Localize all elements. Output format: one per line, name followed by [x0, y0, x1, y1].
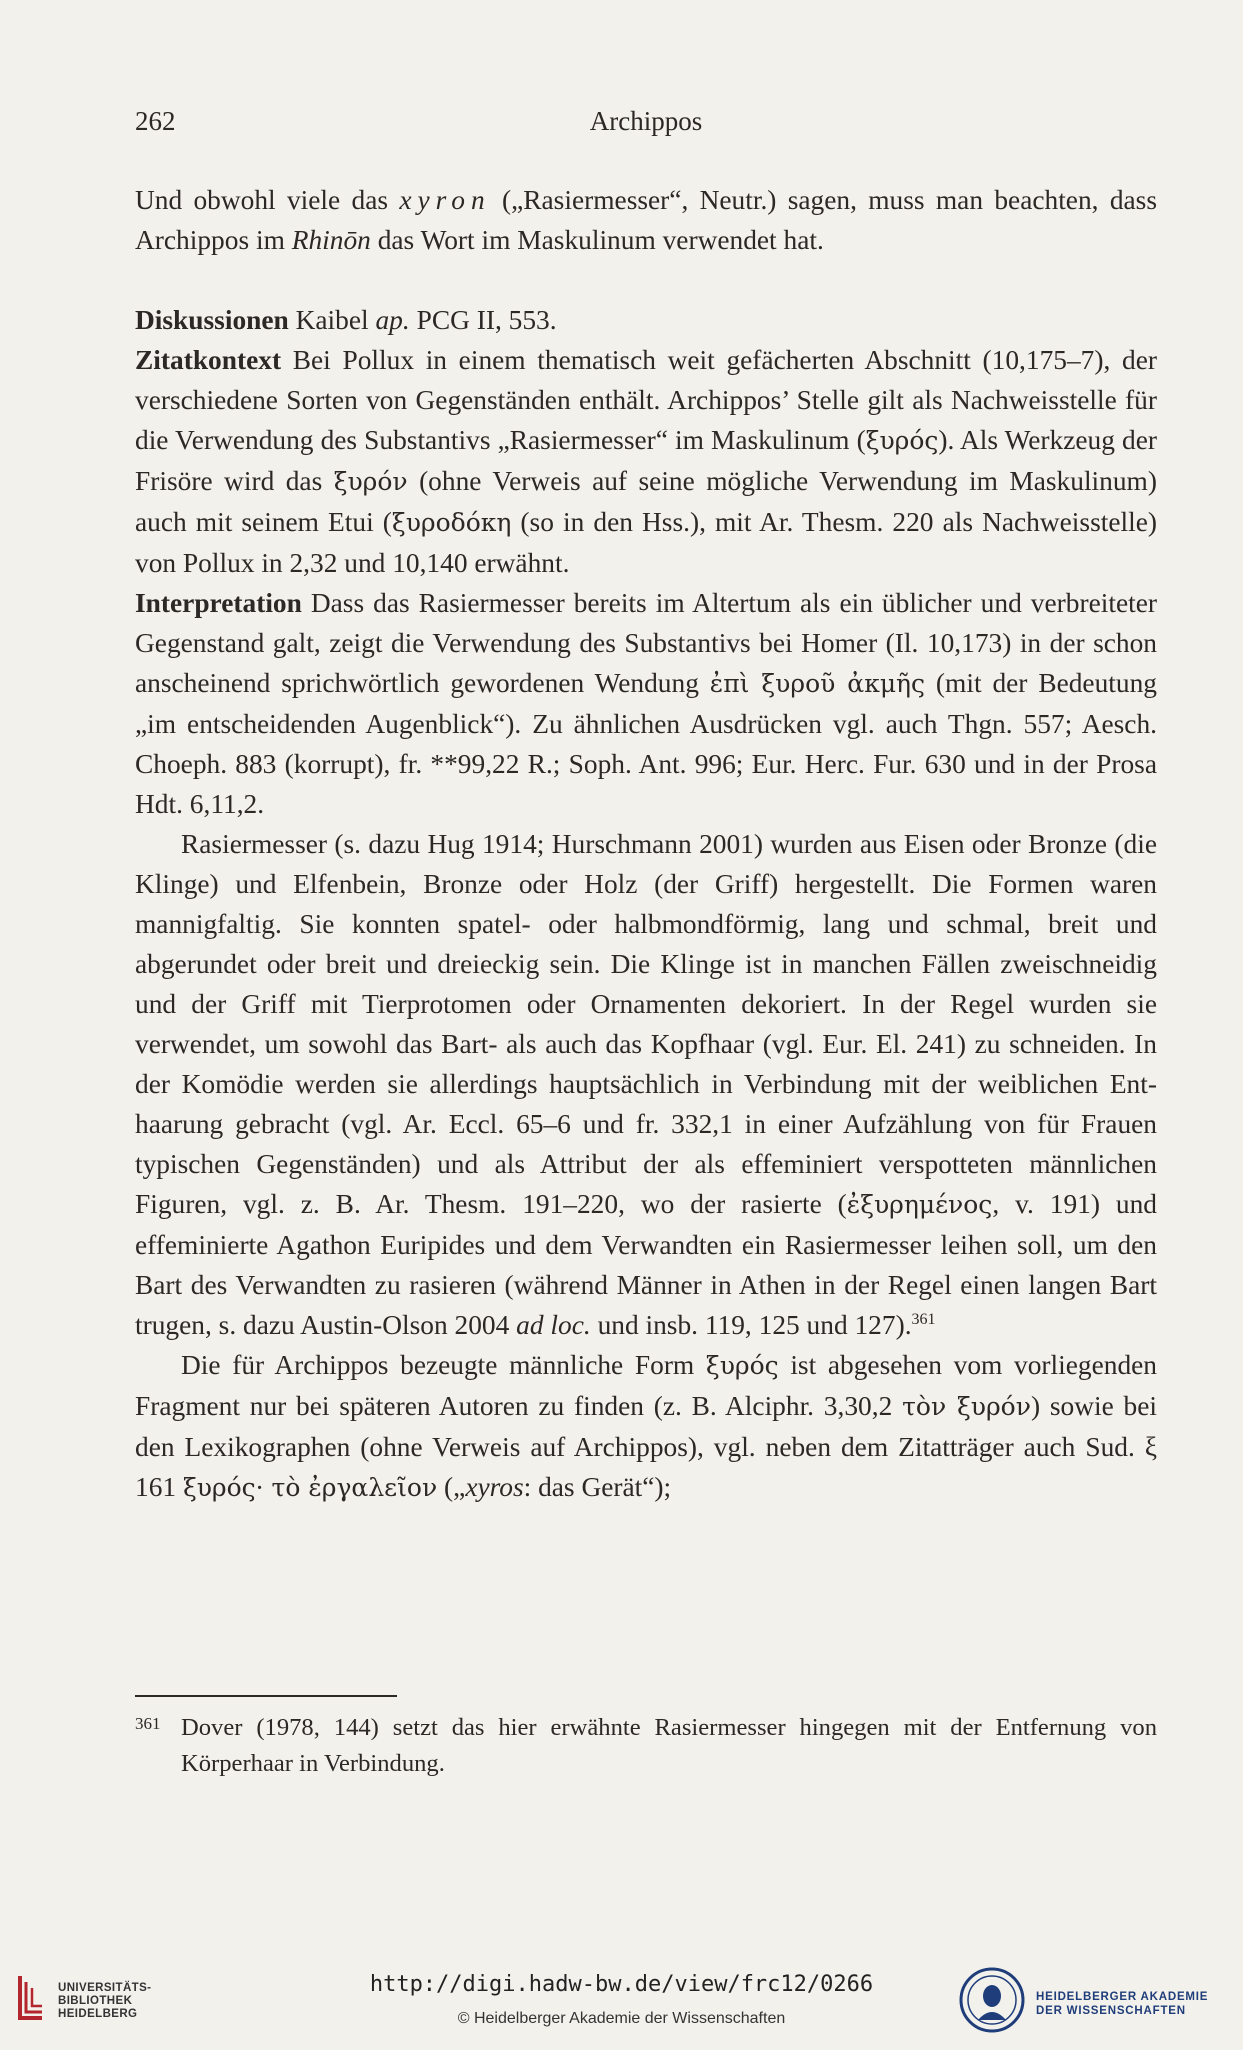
library-name-line: UNIVERSITÄTS-: [58, 1982, 152, 1994]
text-run: („: [437, 1472, 466, 1502]
greek-phrase: ξυρός· τὸ ἐργαλεῖον: [182, 1473, 438, 1502]
running-head: Archippos: [589, 106, 703, 136]
footnote-rule: [135, 1695, 397, 1697]
footnote-reference[interactable]: 361: [911, 1310, 936, 1328]
greek-term: ἐξυρημένος: [846, 1190, 993, 1219]
paragraph-zitatkontext: [135, 340, 1157, 583]
text-run: (mit der Bedeutung „im entscheidenden Augenblick“). Zu ähnlichen Ausdrücken vgl. auch Thgn. 557; Aesch. Choeph. 883 (korrupt), fr. **99,22 R.; Soph. Ant. 996; Eur. Herc. Fur. 630 und in der Prosa Hdt. 6,11,2.: [135, 668, 1157, 819]
page-header: [135, 106, 1157, 142]
greek-phrase: ἐπὶ ξυροῦ ἀκμῆς: [709, 669, 926, 698]
section-heading: Zitatkontext: [135, 345, 282, 375]
text-run: Rasiermesser (s. dazu Hug 1914; Hurschmann 2001) wurden aus Eisen oder Bronze (die Klinge) und Elfenbein, Bronze oder Holz (der Griff) hergestellt. Die Formen waren mannigfaltig. Sie konnten spatel- oder halbmondförmig, lang und schmal, breit und abgerundet oder breit und dreieckig sein. Die Klinge ist in manchen Fällen zweischneidig und der Griff mit Tierprotomen oder Ornamenten dekoriert. In der Regel wurden sie verwendet, um sowohl das Bart- als auch das Kopfhaar (vgl. Eur. El. 241) zu schneiden. In der Komödie werden sie allerdings hauptsächlich in Verbindung mit der weiblichen Enthaarung gebracht (vgl. Ar. Eccl. 65–6 und fr. 332,1 in einer Aufzählung von für Frauen typischen Gegenständen) und als Attribut der als effeminiert verspotteten männlichen Figuren, vgl. z. B. Ar. Thesm. 191–220, wo der rasierte (: [135, 829, 1157, 1219]
text-run: Bei Pollux in einem thematisch weit gefächerten Abschnitt (10,175–7), der verschiedene Sorten von Gegenständen enthält. Archippos’ Stelle gilt als Nachweisstelle für die Verwendung des Substantivs „Rasiermesser“ im Maskulinum (: [135, 345, 1157, 455]
text-run: Und obwohl viele das: [135, 185, 400, 215]
text-run: PCG II, 553.: [409, 305, 557, 335]
text-run: (ohne Verweis auf seine mögliche Verwendung im Maskulinum) auch mit seinem Etui (: [135, 466, 1157, 537]
body-text: [135, 180, 1157, 1508]
greek-term: ξυρός: [705, 1351, 779, 1380]
library-name-line: BIBLIOTHEK: [58, 1995, 133, 2007]
italic-abbrev: ad loc.: [516, 1310, 591, 1340]
page-number: 262: [135, 106, 176, 136]
spaced-term: xyron: [399, 185, 491, 215]
permalink-url[interactable]: http://digi.hadw-bw.de/view/frc12/0266: [369, 1972, 874, 1997]
greek-term: ξυρόν: [333, 467, 408, 496]
greek-term: τὸν ξυρόν: [902, 1392, 1031, 1421]
footnote: [135, 1710, 1157, 1782]
section-heading: Interpretation: [135, 588, 302, 618]
footnote-text: Dover (1978, 144) setzt das hier erwähnte Rasiermesser hingegen mit der Entfernung von Körperhaar in Verbindung.: [181, 1714, 1157, 1777]
academy-seal-icon[interactable]: [958, 1966, 1026, 2034]
greek-term: ξυροδόκη: [391, 508, 512, 537]
copyright-notice: © Heidelberger Akademie der Wissenschaften: [457, 2010, 786, 2027]
academy-name: [1036, 1990, 1208, 2018]
paragraph-diskussionen: [135, 300, 1157, 340]
text-run: und insb. 119, 125 und 127).: [590, 1310, 912, 1340]
paragraph-interpretation: [135, 583, 1157, 824]
footer: [0, 1950, 1243, 2050]
text-run: („Rasiermesser“, Neutr.) sagen, muss man beachten, dass Archippos im: [135, 185, 1157, 255]
text-run: , v. 191) und effeminierte Agathon Euripides und dem Verwandten ein Rasiermesser leihen soll, um den Bart des Verwandten zu rasieren (während Männer in Athen in der Regel einen langen Bart trugen, s. dazu Austin-Olson 2004: [135, 1189, 1157, 1340]
text-run: Kaibel: [288, 305, 376, 335]
library-name-line: HEIDELBERG: [58, 2008, 138, 2020]
paragraph-gap: [135, 260, 1157, 300]
text-run: ist abgesehen vom vorliegenden Fragment nur bei späteren Autoren zu finden (z. B. Alciphr. 3,30,2: [135, 1350, 1157, 1421]
text-run: : das Gerät“);: [523, 1472, 672, 1502]
academy-name-line: HEIDELBERGER AKADEMIE: [1036, 1991, 1209, 2003]
italic-title: Rhinōn: [291, 225, 371, 255]
section-heading: Diskussionen: [135, 305, 289, 335]
italic-abbrev: ap.: [375, 305, 410, 335]
paragraph-form: [135, 1345, 1157, 1508]
text-run: Dass das Rasiermesser bereits im Altertum als ein üblicher und verbreiteter Gegenstand galt, zeigt die Verwendung des Substantivs bei Homer (Il. 10,173) in der schon anscheinend sprichwörtlich gewordenen Wendung: [135, 588, 1157, 698]
italic-term: xyros: [465, 1472, 524, 1502]
text-run: (so in den Hss.), mit Ar. Thesm. 220 als Nachweisstelle) von Pollux in 2,32 und 10,140 erwähnt.: [135, 507, 1157, 578]
footnote-number: 361: [135, 1714, 161, 1733]
paragraph-rasiermesser: [135, 824, 1157, 1345]
academy-name-line: DER WISSENSCHAFTEN: [1036, 2005, 1186, 2017]
text-run: ) sowie bei den Lexikographen (ohne Verweis auf Archippos), vgl. neben dem Zitatträger auch Sud. ξ 161: [135, 1391, 1157, 1502]
paragraph-intro: [135, 180, 1157, 260]
text-run: Die für Archippos bezeugte männliche Form: [181, 1350, 706, 1380]
text-run: ). Als Werkzeug der Frisöre wird das: [135, 425, 1157, 496]
greek-term: ξυρός: [865, 426, 939, 455]
text-run: das Wort im Maskulinum verwendet hat.: [370, 225, 824, 255]
